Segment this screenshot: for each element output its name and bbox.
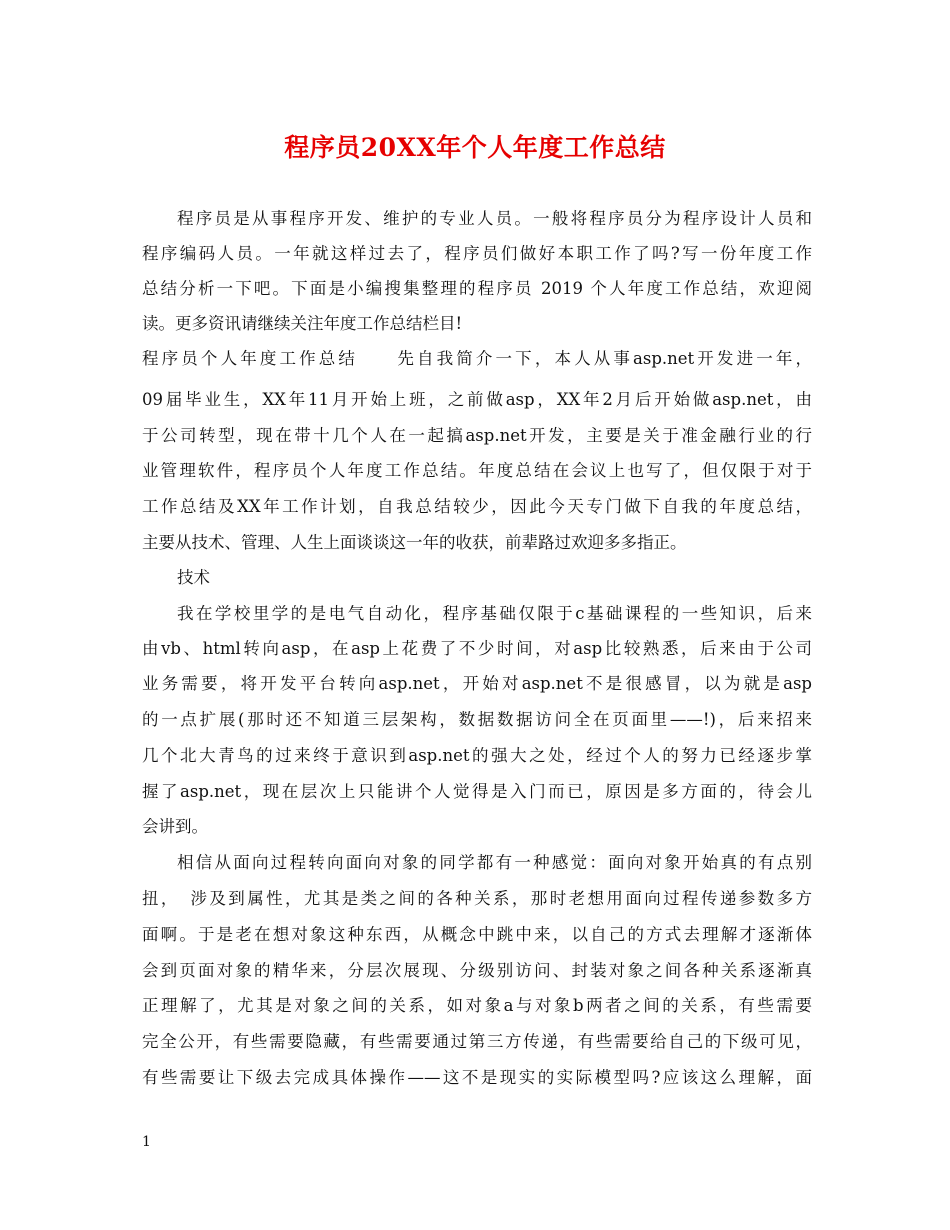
text-line: 我在学校里学的是电气自动化，程序基础仅限于c基础课程的一些知识，后来 xyxy=(177,604,812,623)
text-line: 相信从面向过程转向面向对象的同学都有一种感觉：面向对象开始真的有点别 xyxy=(177,853,812,872)
text-line: 有些需要让下级去完成具体操作——这不是现实的实际模型吗?应该这么理解，面 xyxy=(142,1068,812,1087)
text-line: 总结分析一下吧。下面是小编搜集整理的程序员 2019 个人年度工作总结，欢迎阅 xyxy=(142,279,812,298)
document-title: 程序员20XX年个人年度工作总结 xyxy=(284,133,666,162)
text-line: 主要从技术、管理、人生上面谈谈这一年的收获，前辈路过欢迎多多指正。 xyxy=(142,533,687,552)
text-line: 完全公开，有些需要隐藏，有些需要通过第三方传递，有些需要给自己的下级可见， xyxy=(142,1032,812,1051)
page-number: 1 xyxy=(142,1134,151,1150)
text-line: 程序编码人员。一年就这样过去了，程序员们做好本职工作了吗?写一份年度工作 xyxy=(142,244,812,263)
text-line: 业务需要，将开发平台转向asp.net，开始对asp.net不是很感冒，以为就是asp xyxy=(142,674,812,693)
text-line: 会到页面对象的精华来，分层次展现、分级别访问、封装对象之间各种关系逐渐真 xyxy=(142,961,812,980)
text-line: 程序员个人年度工作总结 先自我简介一下，本人从事asp.net开发进一年， xyxy=(142,349,812,368)
section-heading-technology: 技术 xyxy=(177,568,210,587)
text-line: 工作总结及XX年工作计划，自我总结较少，因此今天专门做下自我的年度总结， xyxy=(142,497,812,516)
text-line: 读。更多资讯请继续关注年度工作总结栏目! xyxy=(142,314,463,333)
text-line: 正理解了，尤其是对象之间的关系，如对象a与对象b两者之间的关系，有些需要 xyxy=(142,996,812,1015)
text-line: 程序员是从事程序开发、维护的专业人员。一般将程序员分为程序设计人员和 xyxy=(177,209,812,228)
text-line: 握了asp.net，现在层次上只能讲个人觉得是入门而已，原因是多方面的，待会儿 xyxy=(142,782,812,801)
text-line: 面啊。于是老在想对象这种东西，从概念中跳中来，以自己的方式去理解才逐渐体 xyxy=(142,925,812,944)
text-line: 业管理软件，程序员个人年度工作总结。年度总结在会议上也写了，但仅限于对于 xyxy=(142,461,812,480)
text-line: 于公司转型，现在带十几个人在一起搞asp.net开发，主要是关于准金融行业的行 xyxy=(142,426,812,445)
text-line: 扭， 涉及到属性，尤其是类之间的各种关系，那时老想用面向过程传递参数多方 xyxy=(142,889,812,908)
text-line: 会讲到。 xyxy=(142,817,208,836)
text-line: 由vb、html转向asp，在asp上花费了不少时间，对asp比较熟悉，后来由于公司 xyxy=(142,639,812,658)
text-line: 的一点扩展(那时还不知道三层架构，数据数据访问全在页面里——!)，后来招来 xyxy=(142,710,812,729)
text-line: 几个北大青鸟的过来终于意识到asp.net的强大之处，经过个人的努力已经逐步掌 xyxy=(142,746,812,765)
text-line: 09届毕业生，XX年11月开始上班，之前做asp，XX年2月后开始做asp.net，由 xyxy=(142,390,812,409)
